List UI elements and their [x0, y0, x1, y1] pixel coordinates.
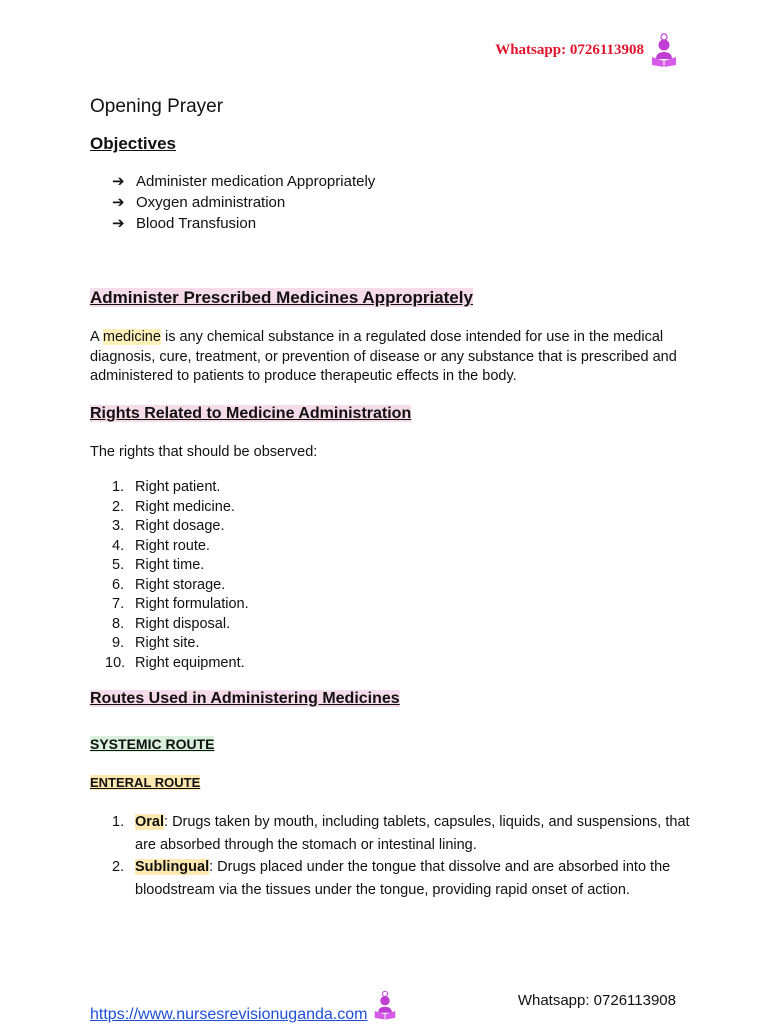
list-item: ➔ Administer medication Appropriately: [112, 173, 376, 190]
opening-prayer: Opening Prayer: [90, 96, 224, 117]
arrow-icon: ➔: [112, 173, 125, 190]
section-heading-rights: Rights Related to Medicine Administration: [90, 405, 412, 422]
list-item: 10. Right equipment.: [105, 654, 245, 671]
medicine-definition: A medicine is any chemical substance in a regulated dose intended for use in the medical diagnosis, cure, treatment, or prevention of disease or any substance that is prescribed and administered to patients to produce therapeutic effects in the body.: [90, 329, 677, 384]
subheading-systemic: SYSTEMIC ROUTE: [90, 736, 215, 752]
term-oral: Oral: [135, 814, 165, 830]
list-item: 9. Right site.: [112, 635, 200, 651]
section-heading-routes: Routes Used in Administering Medicines: [90, 690, 400, 707]
list-item: ➔ Blood Transfusion: [112, 215, 257, 232]
arrow-icon: ➔: [112, 194, 125, 211]
header-whatsapp: Whatsapp: 0726113908: [495, 41, 644, 58]
term-sublingual: Sublingual: [135, 859, 210, 875]
list-item: 5. Right time.: [112, 557, 205, 573]
rights-list: [90, 478, 249, 673]
list-item: 1. Right patient.: [112, 479, 221, 495]
list-item: 2. Right medicine.: [112, 498, 235, 515]
list-item: 6. Right storage.: [112, 576, 226, 593]
list-item: ➔ Oxygen administration: [112, 194, 286, 211]
subheading-enteral: ENTERAL ROUTE: [90, 775, 201, 790]
list-item: 3. Right dosage.: [112, 518, 225, 534]
list-item: 7. Right formulation.: [112, 596, 249, 612]
list-item: 2. Sublingual: Drugs placed under the tongue that dissolve and are absorbed into the bloodstream via the tissues under the tongue, providing rapid onset of action.: [112, 859, 671, 898]
section-heading-administer: Administer Prescribed Medicines Appropriately: [90, 288, 473, 307]
header-contact: [495, 33, 678, 67]
footer-whatsapp: Whatsapp: 0726113908: [517, 992, 676, 1009]
enteral-routes-list: [90, 811, 690, 901]
objectives-list: [112, 171, 375, 234]
highlight-medicine: medicine: [102, 329, 161, 345]
list-item: 1. Oral: Drugs taken by mouth, including tablets, capsules, liquids, and suspensions, that are absorbed through the stomach or intestinal lining.: [112, 814, 690, 853]
rights-intro: The rights that should be observed:: [90, 444, 318, 460]
arrow-icon: ➔: [112, 215, 125, 232]
list-item: 8. Right disposal.: [112, 615, 231, 632]
footer-website-link[interactable]: https://www.nursesrevisionuganda.com: [90, 990, 401, 1024]
objectives-heading: Objectives: [90, 134, 176, 153]
list-item: 4. Right route.: [112, 537, 210, 554]
reader-icon: [373, 990, 401, 1024]
reader-icon: [650, 33, 678, 67]
